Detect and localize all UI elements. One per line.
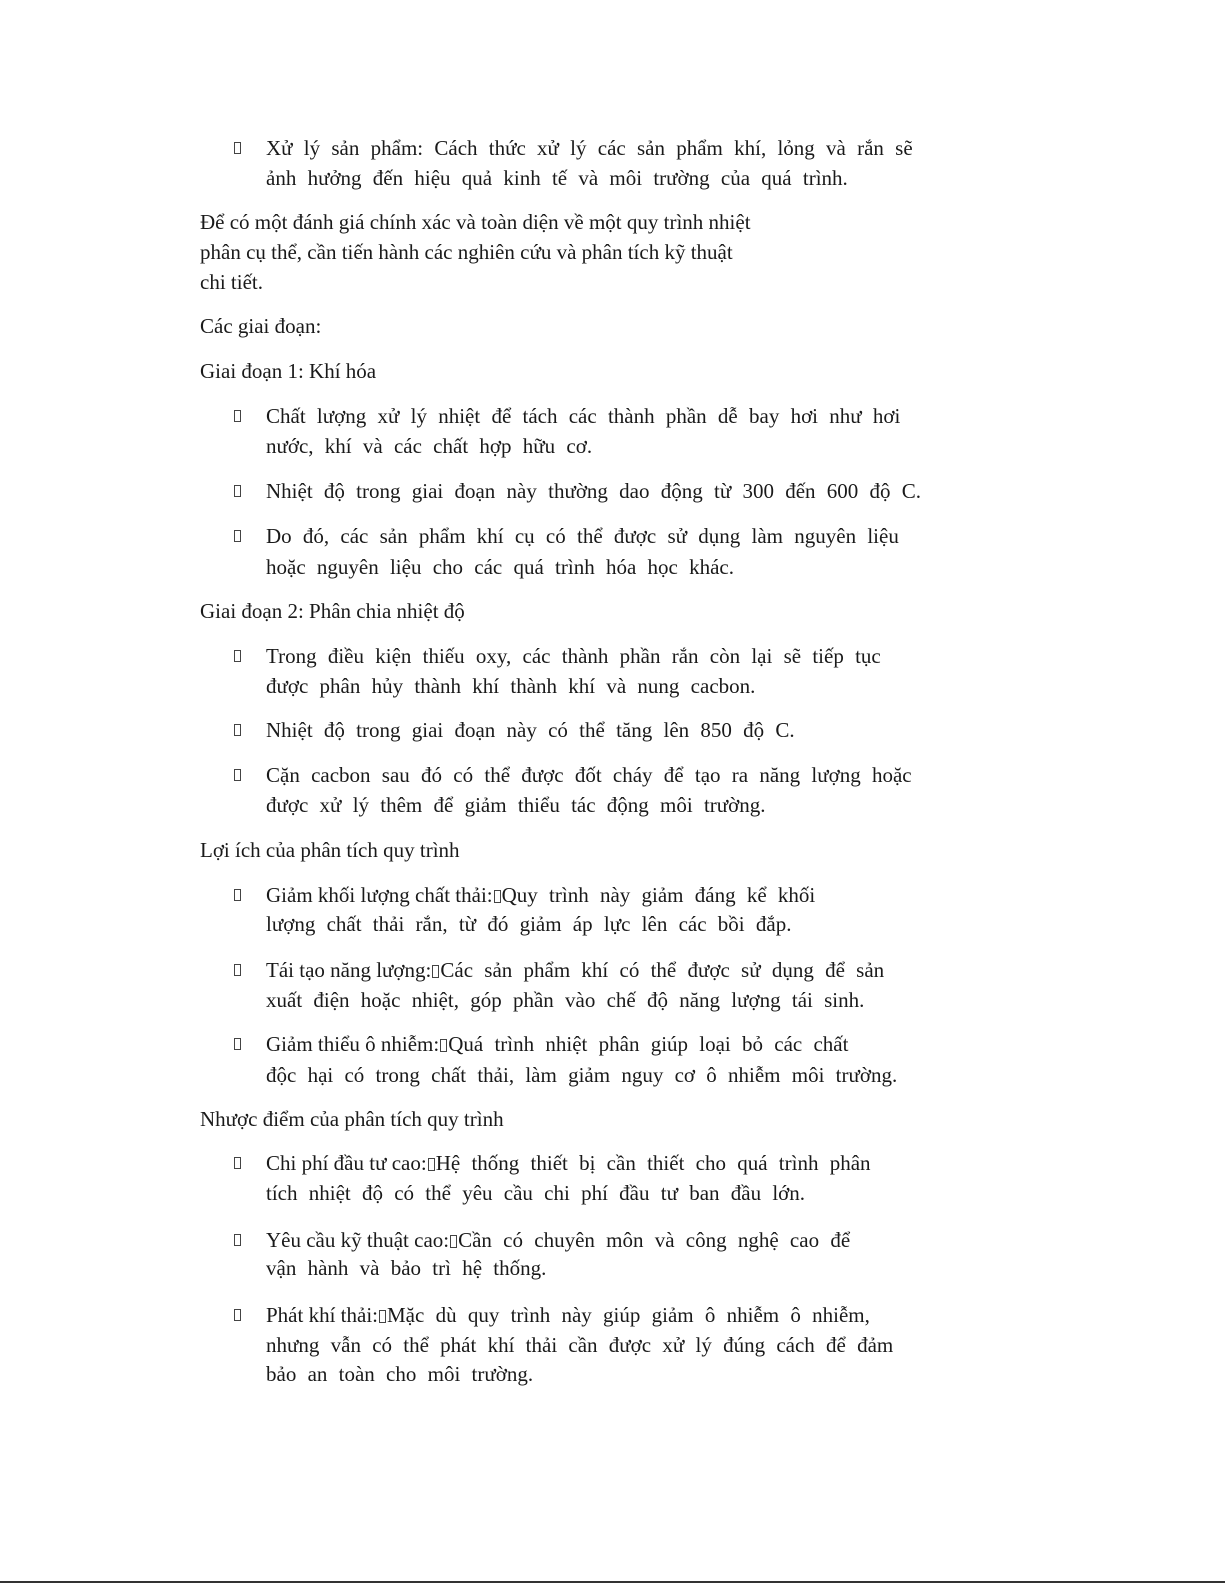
item-text: Hệ thống thiết bị cần thiết cho quá trình phân: [435, 1151, 871, 1175]
bullet-text-line: được phân hủy thành khí thành khí và nung cacbon.: [266, 674, 756, 698]
missing-glyph-icon: [494, 890, 501, 903]
bullet-text-line: Nhiệt độ trong giai đoạn này thường dao động từ 300 đến 600 độ C.: [266, 479, 922, 503]
item-label: Yêu cầu kỹ thuật cao:: [266, 1228, 450, 1252]
bullet-text-line: [266, 880, 815, 910]
bullet-text-line: Nhiệt độ trong giai đoạn này có thể tăng lên 850 độ C.: [266, 718, 795, 742]
bullet-text-line: Xử lý sản phẩm: Cách thức xử lý các sản phẩm khí, lỏng và rắn sẽ: [266, 136, 913, 160]
bullet-text-line: nhưng vẫn có thể phát khí thải cần được xử lý đúng cách để đảm: [266, 1333, 894, 1357]
item-label: Tái tạo năng lượng:: [266, 958, 432, 982]
item-label: Giảm khối lượng chất thải:: [266, 883, 493, 907]
bullet-icon: [234, 964, 241, 976]
missing-glyph-icon: [428, 1158, 435, 1171]
missing-glyph-icon: [440, 1039, 447, 1052]
bullet-icon: [234, 889, 241, 901]
bullet-text-line: [266, 1029, 848, 1059]
bullet-icon: [234, 650, 241, 662]
section-heading: Lợi ích của phân tích quy trình: [200, 838, 460, 862]
bullet-icon: [234, 1309, 241, 1321]
bullet-text-line: Do đó, các sản phẩm khí cụ có thể được sử dụng làm nguyên liệu: [266, 524, 899, 548]
bullet-icon: [234, 485, 241, 497]
bullet-icon: [234, 1038, 241, 1050]
bullet-text-line: Trong điều kiện thiếu oxy, các thành phần rắn còn lại sẽ tiếp tục: [266, 644, 881, 668]
bullet-text-line: tích nhiệt độ có thể yêu cầu chi phí đầu tư ban đầu lớn.: [266, 1181, 806, 1205]
missing-glyph-icon: [450, 1235, 457, 1248]
bullet-text-line: [266, 955, 884, 985]
bullet-icon: [234, 142, 241, 154]
section-heading: Giai đoạn 2: Phân chia nhiệt độ: [200, 599, 465, 623]
bullet-icon: [234, 410, 241, 422]
section-heading: Nhược điểm của phân tích quy trình: [200, 1107, 504, 1131]
item-text: Quá trình nhiệt phân giúp loại bỏ các chất: [448, 1032, 849, 1056]
bullet-text-line: [266, 1300, 870, 1330]
bullet-icon: [234, 769, 241, 781]
section-heading: Các giai đoạn:: [200, 314, 322, 338]
bullet-icon: [234, 1157, 241, 1169]
bullet-text-line: Chất lượng xử lý nhiệt để tách các thành phần dễ bay hơi như hơi: [266, 404, 901, 428]
bullet-text-line: hoặc nguyên liệu cho các quá trình hóa học khác.: [266, 555, 735, 579]
item-label: Chi phí đầu tư cao:: [266, 1151, 427, 1175]
paragraph-line: phân cụ thể, cần tiến hành các nghiên cứu và phân tích kỹ thuật: [200, 240, 733, 264]
bullet-text-line: vận hành và bảo trì hệ thống.: [266, 1256, 547, 1280]
paragraph-line: chi tiết.: [200, 270, 263, 294]
bullet-text-line: [266, 1148, 871, 1178]
bullet-icon: [234, 530, 241, 542]
item-label: Giảm thiểu ô nhiễm:: [266, 1032, 440, 1056]
bullet-icon: [234, 724, 241, 736]
item-text: Mặc dù quy trình này giúp giảm ô nhiễm ô nhiễm,: [387, 1303, 870, 1327]
item-text: Quy trình này giảm đáng kể khối: [501, 883, 816, 907]
bullet-icon: [234, 1234, 241, 1246]
bullet-text-line: ảnh hưởng đến hiệu quả kinh tế và môi trường của quá trình.: [266, 166, 848, 190]
bullet-text-line: lượng chất thải rắn, từ đó giảm áp lực lên các bồi đắp.: [266, 912, 792, 936]
bullet-text-line: [266, 1225, 850, 1255]
missing-glyph-icon: [432, 965, 439, 978]
item-text: Các sản phẩm khí có thể được sử dụng để sản: [440, 958, 885, 982]
bullet-text-line: được xử lý thêm để giảm thiểu tác động môi trường.: [266, 793, 766, 817]
page-bottom-border: [0, 1581, 1225, 1583]
bullet-text-line: độc hại có trong chất thải, làm giảm nguy cơ ô nhiễm môi trường.: [266, 1063, 898, 1087]
section-heading: Giai đoạn 1: Khí hóa: [200, 359, 377, 383]
bullet-text-line: bảo an toàn cho môi trường.: [266, 1362, 534, 1386]
bullet-text-line: nước, khí và các chất hợp hữu cơ.: [266, 434, 593, 458]
bullet-text-line: Cặn cacbon sau đó có thể được đốt cháy để tạo ra năng lượng hoặc: [266, 763, 912, 787]
paragraph-line: Để có một đánh giá chính xác và toàn diện về một quy trình nhiệt: [200, 210, 751, 234]
item-text: Cần có chuyên môn và công nghệ cao để: [458, 1228, 851, 1252]
missing-glyph-icon: [379, 1310, 386, 1323]
bullet-text-line: xuất điện hoặc nhiệt, góp phần vào chế độ năng lượng tái sinh.: [266, 988, 865, 1012]
item-label: Phát khí thải:: [266, 1303, 378, 1327]
